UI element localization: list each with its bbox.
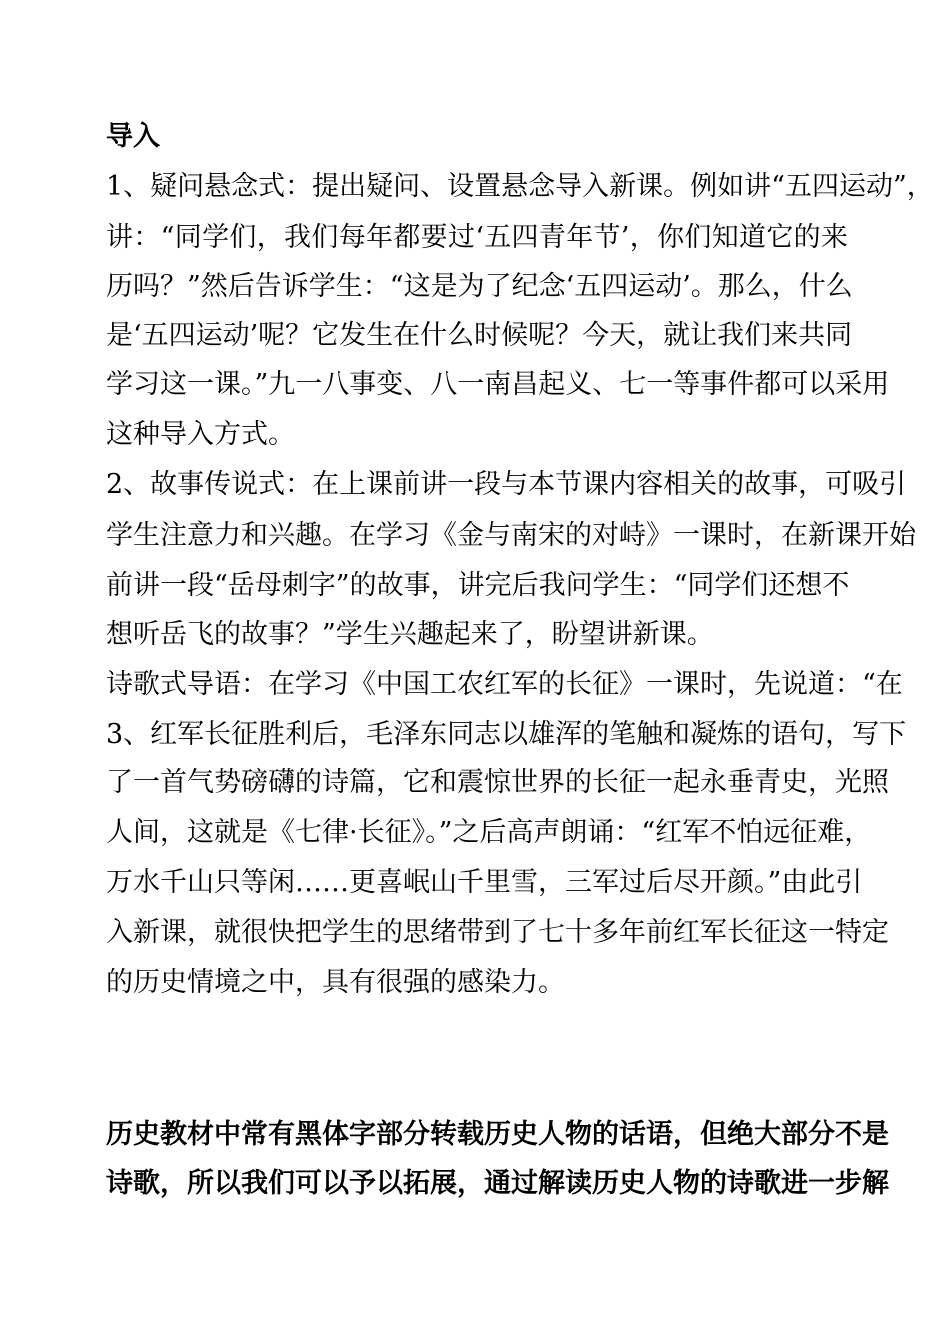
paragraph-line: 想听岳飞的故事？”学生兴趣起来了，盼望讲新课。	[106, 619, 714, 650]
paragraph-line: 历吗？”然后告诉学生：“这是为了纪念‘五四运动’。那么，什么	[106, 271, 853, 302]
paragraph-line: 入新课，就很快把学生的思绪带到了七十多年前红军长征这一特定	[106, 917, 889, 948]
paragraph-line: 人间，这就是《七律·长征》。”之后高声朗诵：“红军不怕远征难，	[106, 817, 872, 848]
paragraph-line: 学生注意力和兴趣。在学习《金与南宋的对峙》一课时，在新课开始	[106, 520, 916, 551]
paragraph-line: 这种导入方式。	[106, 419, 295, 450]
paragraph-line: 是‘五四运动’呢？它发生在什么时候呢？今天，就让我们来共同	[106, 320, 853, 351]
paragraph-line: 了一首气势磅礴的诗篇，它和震惊世界的长征一起永垂青史，光照	[106, 767, 889, 798]
bold-paragraph-line: 诗歌，所以我们可以予以拓展，通过解读历史人物的诗歌进一步解	[106, 1168, 889, 1199]
paragraph-line: 的历史情境之中，具有很强的感染力。	[106, 967, 565, 998]
paragraph-line: 万水千山只等闲……更喜岷山千里雪，三军过后尽开颜。”由此引	[106, 867, 863, 898]
bold-paragraph-line: 历史教材中常有黑体字部分转载历史人物的话语，但绝大部分不是	[106, 1119, 889, 1150]
paragraph-line: 学习这一课。”九一八事变、八一南昌起义、七一等事件都可以采用	[106, 369, 890, 400]
paragraph-line: 3、红军长征胜利后，毛泽东同志以雄浑的笔触和凝炼的语句，写下	[106, 719, 907, 750]
paragraph-line: 1、疑问悬念式：提出疑问、设置悬念导入新课。例如讲“五四运动”，	[106, 171, 934, 202]
section-heading: 导入	[106, 121, 160, 152]
paragraph-line: 前讲一段“岳母刺字”的故事，讲完后我问学生：“同学们还想不	[106, 570, 850, 601]
paragraph-line: 讲：“同学们，我们每年都要过‘五四青年节’，你们知道它的来	[106, 222, 848, 253]
paragraph-line: 诗歌式导语：在学习《中国工农红军的长征》一课时，先说道：“在	[106, 669, 903, 700]
paragraph-line: 2、故事传说式：在上课前讲一段与本节课内容相关的故事，可吸引	[106, 469, 907, 500]
